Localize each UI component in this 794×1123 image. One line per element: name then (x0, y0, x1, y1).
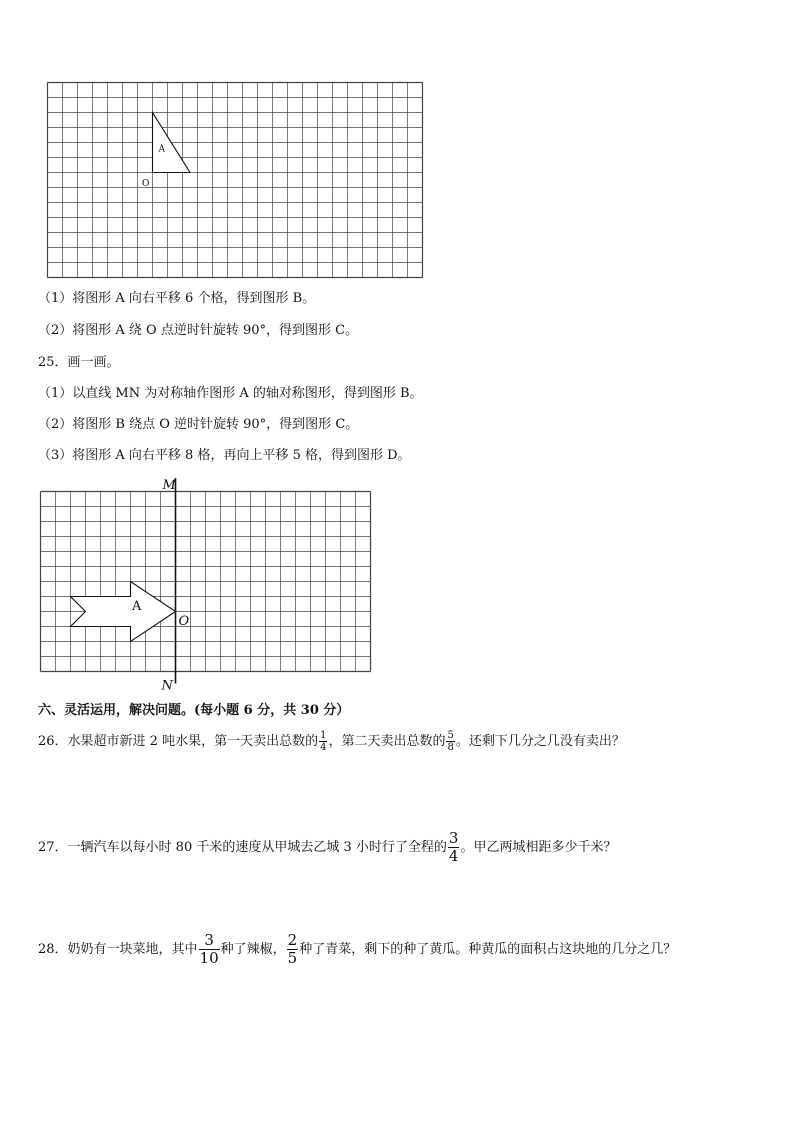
point-label-o: O (178, 614, 190, 629)
fraction-denominator: 4 (320, 742, 327, 753)
grid-figure-2 (40, 476, 380, 696)
question-28 (38, 932, 676, 967)
fraction-denominator: 10 (199, 949, 219, 967)
q25-part1: （1）以直线 MN 为对称轴作图形 A 的轴对称图形，得到图形 B。 (38, 386, 423, 401)
q24-part2: （2）将图形 A 绕 O 点逆时针旋转 90°，得到图形 C。 (38, 323, 359, 338)
fraction-denominator: 5 (287, 949, 298, 967)
q25-part2: （2）将图形 B 绕点 O 逆时针旋转 90°，得到图形 C。 (38, 417, 359, 432)
fraction-denominator: 4 (448, 847, 459, 865)
q27-text-before: 27．一辆汽车以每小时 80 千米的速度从甲城去乙城 3 小时行了全程的 (38, 840, 447, 855)
fraction-three-tenths (199, 932, 220, 967)
q26-text-middle: ，第二天卖出总数的 (328, 734, 446, 749)
q28-text-middle: 种了辣椒， (220, 942, 286, 957)
axis-label-m: M (162, 478, 176, 493)
fraction-one-quarter (319, 730, 327, 753)
q24-part1: （1）将图形 A 向右平移 6 个格，得到图形 B。 (38, 291, 316, 306)
point-label-o: O (142, 179, 150, 189)
fraction-five-eighths (446, 730, 454, 753)
question-26 (38, 730, 625, 753)
axis-label-n: N (161, 678, 173, 694)
fraction-denominator: 8 (447, 742, 454, 753)
grid-figure-1 (47, 82, 427, 276)
q26-text-before: 26．水果超市新进 2 吨水果，第一天卖出总数的 (38, 734, 319, 749)
q28-text-before: 28．奶奶有一块菜地，其中 (38, 942, 198, 957)
fraction-numerator: 3 (199, 932, 220, 950)
fraction-two-fifths (287, 932, 299, 967)
arrow-shape-a (71, 582, 176, 642)
fraction-numerator: 5 (447, 730, 454, 741)
q25-title: 25．画一画。 (38, 355, 120, 370)
fraction-numerator: 3 (448, 829, 459, 847)
shape-label-a: A (132, 599, 142, 614)
question-27 (38, 830, 616, 865)
fraction-numerator: 2 (287, 931, 298, 949)
section-6-heading: 六、灵活运用，解决问题。(每小题 6 分，共 30 分） (38, 703, 350, 718)
shape-label-a: A (158, 144, 165, 155)
q27-text-after: 。甲乙两城相距多少千米？ (460, 840, 617, 855)
q26-text-after: 。还剩下几分之几没有卖出？ (455, 734, 625, 749)
q25-part3: （3）将图形 A 向右平移 8 格，再向上平移 5 格，得到图形 D。 (38, 448, 411, 463)
fraction-three-quarters (448, 830, 460, 865)
q28-text-after: 种了青菜，剩下的种了黄瓜。种黄瓜的面积占这块地的几分之几？ (299, 942, 677, 957)
fraction-numerator: 1 (320, 730, 327, 741)
